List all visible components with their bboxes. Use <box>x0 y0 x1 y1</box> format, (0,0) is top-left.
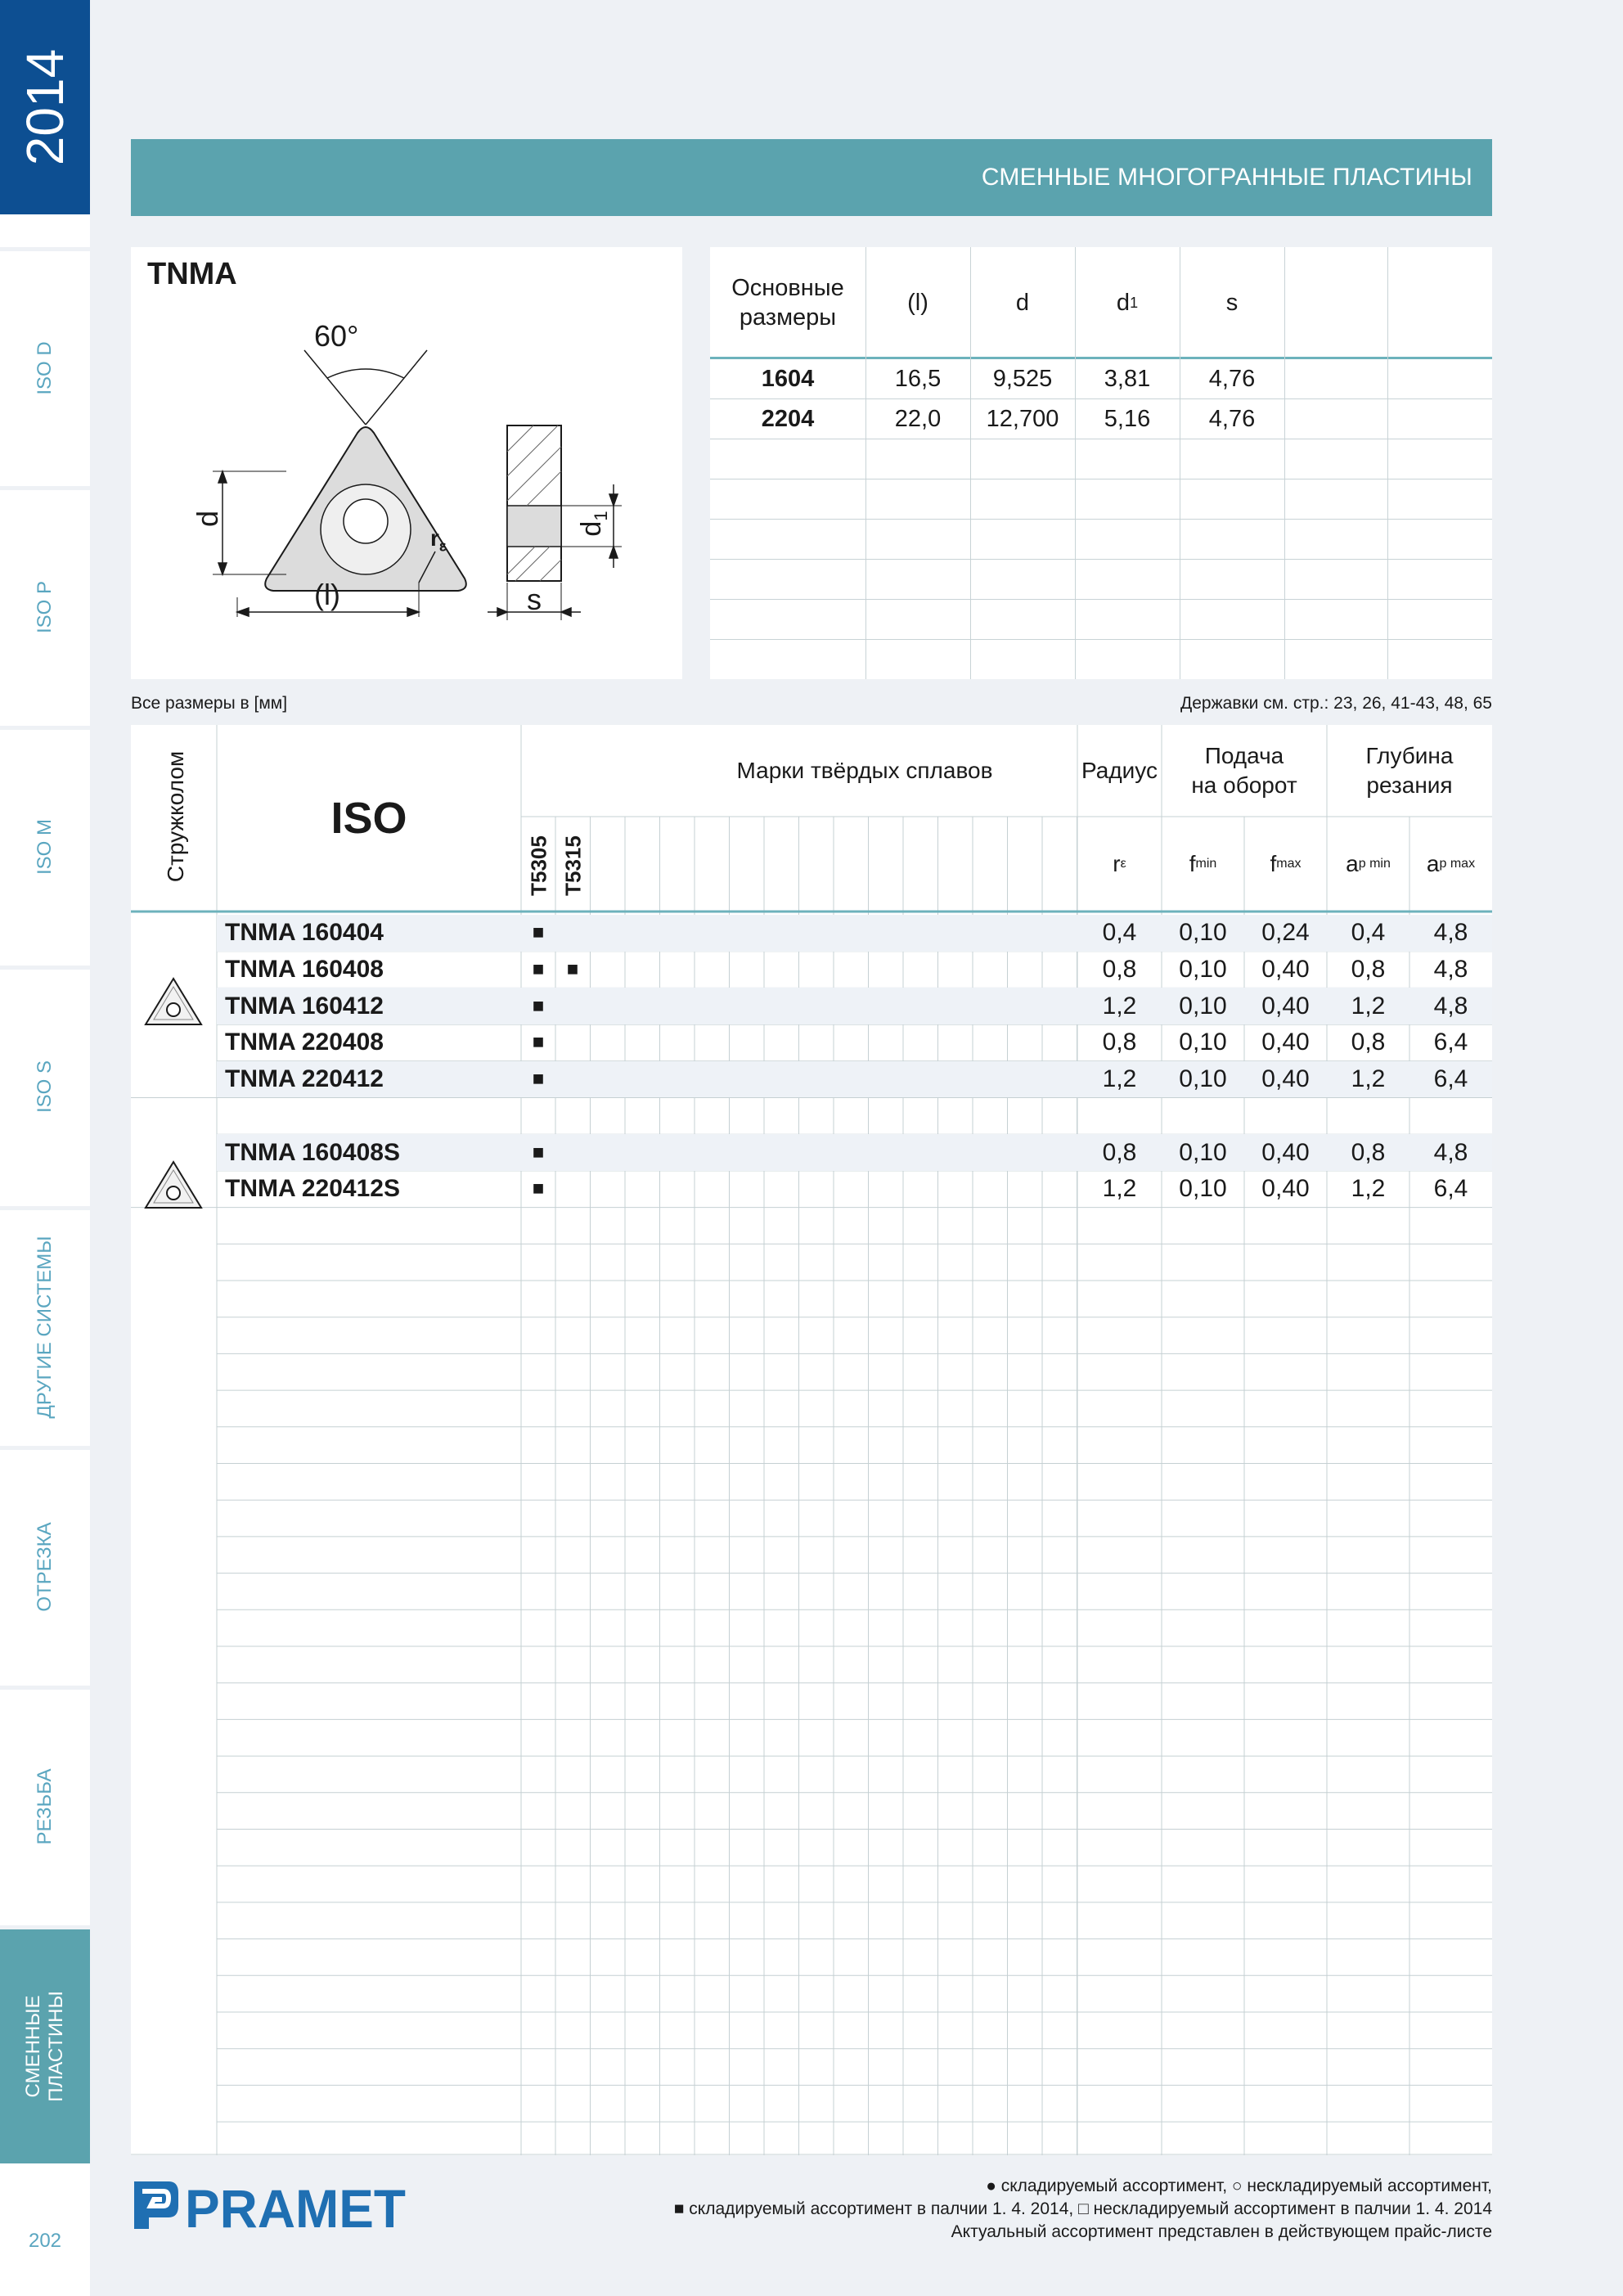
cell-t5315 <box>555 1098 590 1135</box>
pramet-logo <box>131 2177 409 2234</box>
grade-t5315: T5315 <box>560 835 586 896</box>
cell-fmin: 0,10 <box>1179 1029 1227 1056</box>
cell-t5315 <box>555 915 590 952</box>
legend-line1: ● складируемый ассортимент, ○ нескладируемый ассортимент, <box>986 2177 1492 2195</box>
symbol-fmax-sub: max <box>1276 857 1302 871</box>
header-chipbreaker: Стружколом <box>163 750 188 883</box>
insert-technical-drawing <box>131 247 682 679</box>
page-number: 202 <box>28 2230 62 2252</box>
header-basic-dims: Основные размеры <box>731 275 844 331</box>
dims-row1-d: 9,525 <box>992 366 1053 392</box>
cell-fmin: 0,10 <box>1179 992 1227 1020</box>
cell-r <box>1077 1098 1162 1135</box>
sidebar-item-iso-p[interactable] <box>0 486 90 724</box>
dims-row2-d1: 5,16 <box>1104 406 1151 432</box>
cell-t5305: ■ <box>532 921 545 944</box>
dims-row2-l: 22,0 <box>894 406 942 432</box>
cell-apmax: 4,8 <box>1433 992 1468 1020</box>
cell-r: 0,4 <box>1102 919 1137 947</box>
header-d1 <box>1075 247 1180 358</box>
dims-row2-size: 2204 <box>761 406 815 432</box>
sidebar <box>0 0 90 2296</box>
sidebar-item-inserts[interactable] <box>0 1925 90 2163</box>
cell-t5305: ■ <box>532 994 545 1017</box>
cell-apmin: 0,8 <box>1351 956 1386 984</box>
symbol-apmax <box>1409 817 1492 912</box>
d1-dimension-label <box>576 511 612 536</box>
symbol-apmin <box>1327 817 1409 912</box>
brand-name: PRAMET <box>185 2178 406 2234</box>
chipbreaker-icon-tnma-s <box>141 1157 206 1214</box>
sidebar-item-iso-m[interactable] <box>0 726 90 964</box>
header-grades: Марки твёрдых сплавов <box>736 758 993 783</box>
cell-apmax <box>1409 1098 1492 1135</box>
legend-line2: ■ складируемый ассортимент в палчии 1. 4. 2014, □ нескладируемый ассортимент в палчии 1. 4. 2014 <box>673 2199 1492 2218</box>
cell-r: 1,2 <box>1102 992 1137 1020</box>
sidebar-item-label: ISO D <box>34 341 56 395</box>
sidebar-item-parting[interactable] <box>0 1446 90 1684</box>
cell-apmin: 0,8 <box>1351 1138 1386 1166</box>
cell-apmin: 0,4 <box>1351 919 1386 947</box>
year-label: 2014 <box>16 48 74 166</box>
units-note: Все размеры в [мм] <box>131 694 288 713</box>
header-depth <box>1327 725 1492 817</box>
cell-iso: TNMA 160412 <box>225 992 384 1020</box>
section-title: СМЕННЫЕ МНОГОГРАННЫЕ ПЛАСТИНЫ <box>981 164 1472 191</box>
header-depth-line1: Глубина <box>1365 743 1454 768</box>
symbol-fmax-main: f <box>1270 851 1277 876</box>
header-depth-line2: резания <box>1366 772 1453 798</box>
cell-fmin: 0,10 <box>1179 1175 1227 1203</box>
cell-t5315 <box>555 1171 590 1208</box>
cell-t5315 <box>555 1134 590 1171</box>
sidebar-item-label: ДРУГИЕ СИСТЕМЫ <box>34 1236 56 1419</box>
header-radius: Радиус <box>1081 758 1158 783</box>
sidebar-label-line1: СМЕННЫЕ <box>22 1995 44 2098</box>
cell-iso: TNMA 160408 <box>225 956 384 984</box>
header-s: s <box>1225 290 1239 316</box>
cell-apmax: 6,4 <box>1433 1175 1468 1203</box>
cell-r: 0,8 <box>1102 1138 1137 1166</box>
dims-row1-s: 4,76 <box>1208 366 1256 392</box>
cell-t5315 <box>555 988 590 1024</box>
header-d: d <box>1015 290 1030 316</box>
sidebar-item-iso-s[interactable] <box>0 966 90 1204</box>
cell-fmax: 0,40 <box>1261 956 1310 984</box>
dims-row2-s: 4,76 <box>1208 406 1256 432</box>
sidebar-label-line2: ПЛАСТИНЫ <box>45 1991 67 2102</box>
radius-subscript: ε <box>438 538 447 555</box>
symbol-fmin-main: f <box>1189 851 1196 876</box>
header-feed-line2: на оборот <box>1191 772 1297 798</box>
cell-iso: TNMA 220408 <box>225 1029 384 1056</box>
header-iso: ISO <box>330 794 407 843</box>
grade-t5305: T5305 <box>526 835 551 896</box>
cell-r: 1,2 <box>1102 1175 1137 1203</box>
header-l: (l) <box>907 290 928 316</box>
header-feed-line1: Подача <box>1204 743 1284 768</box>
d1-symbol: d <box>576 520 608 537</box>
cell-t5305: ■ <box>532 1141 545 1164</box>
cell-apmax: 6,4 <box>1433 1065 1468 1093</box>
sidebar-item-label: ОТРЕЗКА <box>34 1522 56 1612</box>
dims-row1-size: 1604 <box>761 366 815 392</box>
cell-fmin: 0,10 <box>1179 919 1227 947</box>
sidebar-item-other-systems[interactable] <box>0 1206 90 1444</box>
dims-row1-l: 16,5 <box>894 366 942 392</box>
symbol-apmax-main: a <box>1426 851 1440 876</box>
section-header <box>131 139 1492 216</box>
cell-fmin: 0,10 <box>1179 956 1227 984</box>
dims-row1-d1: 3,81 <box>1104 366 1151 392</box>
cell-iso: TNMA 160408S <box>225 1138 400 1166</box>
symbol-apmin-sub: p min <box>1358 857 1391 871</box>
cell-fmax: 0,24 <box>1261 919 1310 947</box>
cell-iso: TNMA 160404 <box>225 919 384 947</box>
sidebar-item-label <box>22 1991 68 2102</box>
cell-apmax: 4,8 <box>1433 1138 1468 1166</box>
sidebar-item-label: ISO M <box>34 818 56 876</box>
cell-apmax: 6,4 <box>1433 1029 1468 1056</box>
d-dimension-label: d <box>191 510 224 528</box>
cell-fmin: 0,10 <box>1179 1065 1227 1093</box>
cell-t5315 <box>555 1024 590 1061</box>
radius-label <box>430 525 446 556</box>
inserts-table <box>131 725 1492 2155</box>
sidebar-item-iso-d[interactable] <box>0 247 90 485</box>
cell-apmin <box>1327 1098 1409 1135</box>
sidebar-item-label: ISO S <box>34 1060 56 1114</box>
header-d1-symbol: d <box>1116 290 1131 316</box>
legend-line3: Актуальный ассортимент представлен в действующем прайс-листе <box>951 2222 1492 2241</box>
sidebar-item-threading[interactable] <box>0 1686 90 1924</box>
symbol-apmin-main: a <box>1346 851 1359 876</box>
cell-iso: TNMA 220412S <box>225 1175 400 1203</box>
cell-fmax <box>1244 1098 1327 1135</box>
cell-t5315 <box>555 1061 590 1098</box>
l-dimension-label: (l) <box>314 578 340 611</box>
holders-note <box>1180 694 1492 714</box>
cell-apmax: 4,8 <box>1433 956 1468 984</box>
cell-t5305: ■ <box>532 958 545 981</box>
radius-symbol: r <box>430 525 439 551</box>
sidebar-item-label: РЕЗЬБА <box>34 1768 56 1845</box>
cell-apmax: 4,8 <box>1433 919 1468 947</box>
d1-subscript: 1 <box>590 511 611 521</box>
symbol-fmax <box>1244 817 1327 912</box>
symbol-r <box>1077 817 1162 912</box>
cell-t5305: ■ <box>532 1068 545 1091</box>
insert-drawing-panel <box>131 247 682 679</box>
cell-fmax: 0,40 <box>1261 1029 1310 1056</box>
symbol-apmax-sub: p max <box>1439 857 1476 871</box>
cell-apmin: 0,8 <box>1351 1029 1386 1056</box>
cell-apmin: 1,2 <box>1351 1175 1386 1203</box>
cell-iso <box>217 1098 521 1135</box>
symbol-fmin <box>1162 817 1244 912</box>
insert-type-title: TNMA <box>147 257 237 291</box>
cell-fmax: 0,40 <box>1261 992 1310 1020</box>
angle-label: 60° <box>314 319 359 353</box>
holders-label: Державки см. стр.: <box>1180 694 1329 713</box>
year-tab <box>0 0 90 214</box>
symbol-r-main: r <box>1113 851 1121 876</box>
dims-row2-d: 12,700 <box>986 406 1059 432</box>
header-feed <box>1162 725 1327 817</box>
sidebar-item-label: ISO P <box>34 580 56 634</box>
cell-t5315: ■ <box>566 958 579 981</box>
header-d1-subscript: 1 <box>1130 295 1139 311</box>
cell-fmin <box>1162 1098 1244 1135</box>
symbol-fmin-sub: min <box>1195 857 1217 871</box>
cell-apmin: 1,2 <box>1351 1065 1386 1093</box>
holders-pages: 23, 26, 41-43, 48, 65 <box>1333 694 1492 713</box>
cell-fmax: 0,40 <box>1261 1175 1310 1203</box>
cell-r: 0,8 <box>1102 1029 1137 1056</box>
cell-t5305 <box>521 1098 555 1135</box>
cell-fmax: 0,40 <box>1261 1065 1310 1093</box>
cell-fmax: 0,40 <box>1261 1138 1310 1166</box>
cell-iso: TNMA 220412 <box>225 1065 384 1093</box>
s-dimension-label: s <box>527 583 542 616</box>
cell-r: 1,2 <box>1102 1065 1137 1093</box>
symbol-r-sub: ε <box>1120 857 1126 871</box>
cell-t5305: ■ <box>532 1177 545 1200</box>
cell-apmin: 1,2 <box>1351 992 1386 1020</box>
cell-fmin: 0,10 <box>1179 1138 1227 1166</box>
dimensions-table <box>710 247 1492 679</box>
chipbreaker-icon-tnma <box>141 974 206 1031</box>
cell-t5305: ■ <box>532 1031 545 1054</box>
cell-r: 0,8 <box>1102 956 1137 984</box>
